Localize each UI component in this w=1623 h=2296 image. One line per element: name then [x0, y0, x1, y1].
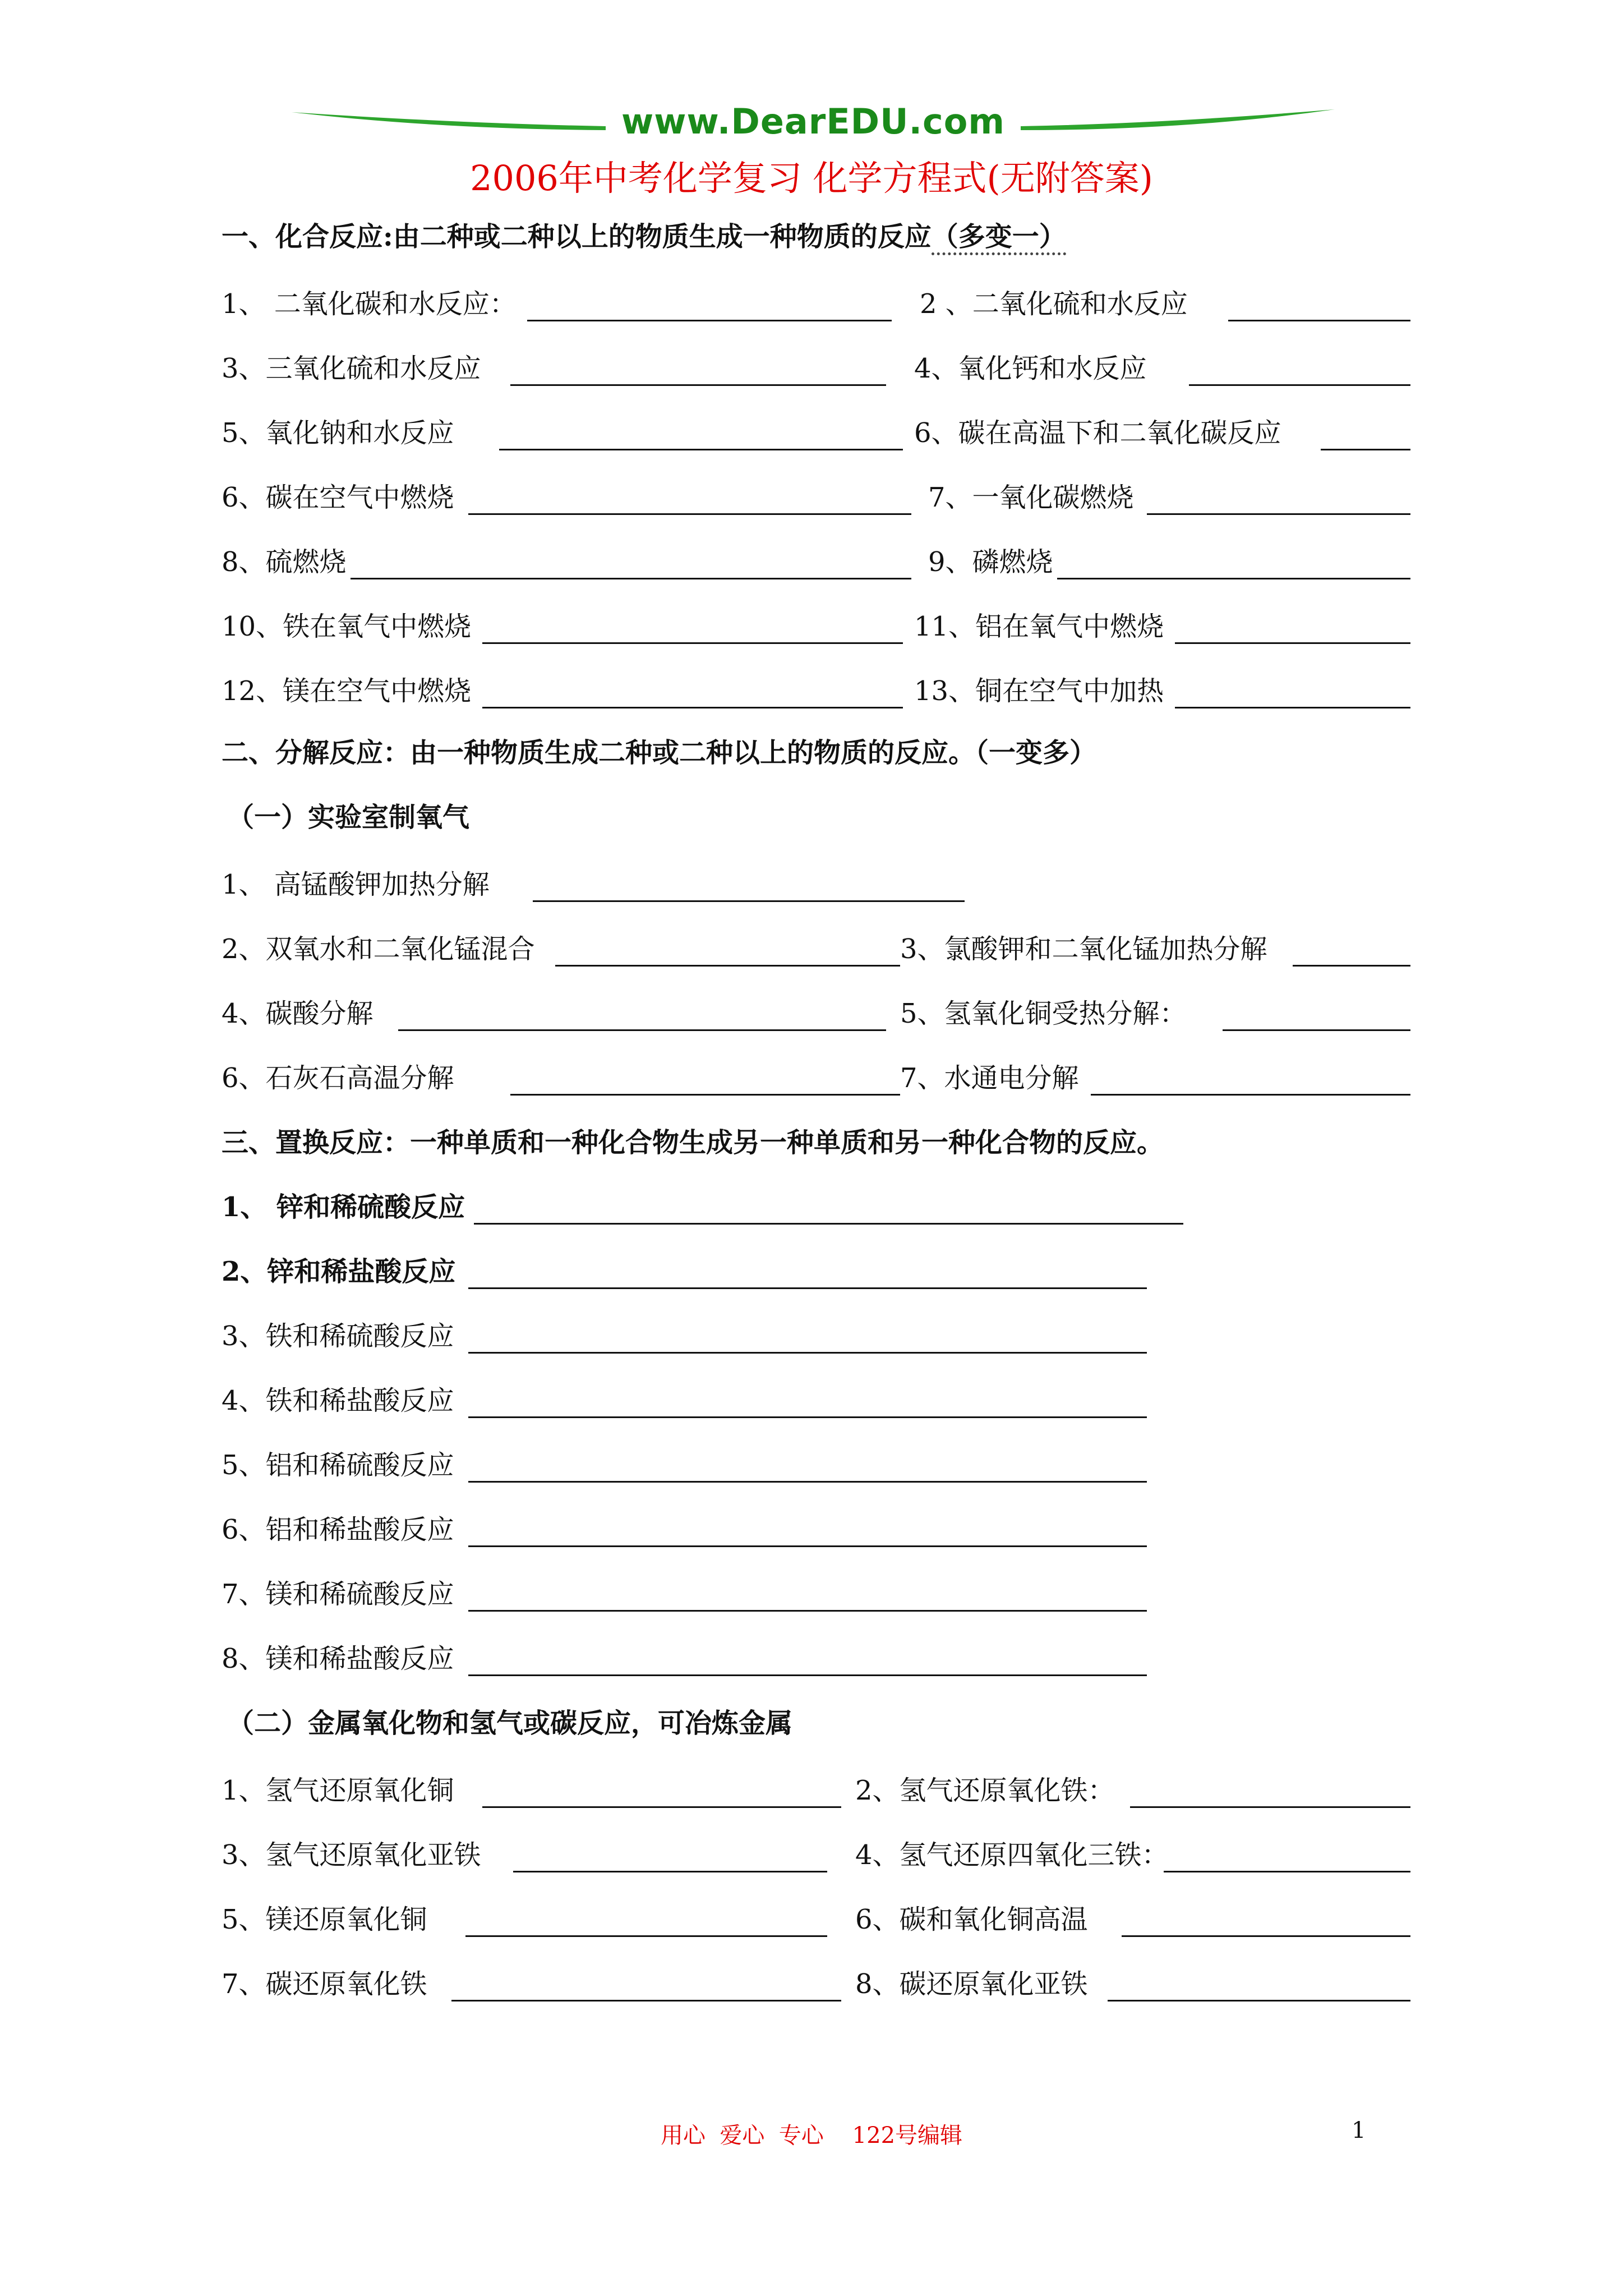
list-item	[222, 480, 1410, 519]
page-title: 2006年中考化学复习 化学方程式(无附答案)	[470, 158, 1153, 199]
question-label: 13、铜在空气中加热	[914, 675, 1164, 707]
list-item	[222, 544, 1410, 583]
answer-line[interactable]	[474, 1223, 1183, 1225]
answer-line[interactable]	[1091, 1094, 1410, 1096]
question-label: 10、铁在氧气中燃烧	[222, 611, 472, 642]
question-label: 2、锌和稀盐酸反应	[222, 1256, 456, 1287]
answer-line[interactable]	[451, 2000, 841, 2001]
answer-line[interactable]	[482, 642, 903, 644]
question-label: 4、碳酸分解	[222, 998, 374, 1029]
answer-line[interactable]	[533, 900, 965, 902]
list-item	[222, 1189, 1203, 1228]
list-item	[222, 286, 1410, 325]
answer-line[interactable]	[1189, 384, 1410, 386]
answer-line[interactable]	[1122, 1935, 1410, 1937]
question-label: 2 、二氧化硫和水反应	[920, 288, 1188, 320]
question-label: 7、碳还原氧化铁	[222, 1968, 427, 2000]
answer-line[interactable]	[468, 1674, 1147, 1676]
list-item	[222, 415, 1410, 454]
subsection-heading-oxygen: （一）实验室制氧气	[227, 802, 470, 833]
question-label: 2、双氧水和二氧化锰混合	[222, 933, 535, 965]
list-item	[222, 1966, 1410, 2005]
list-item	[222, 609, 1410, 648]
answer-line[interactable]	[468, 1610, 1147, 1612]
section-heading-1-tail: （多变一）	[932, 221, 1066, 255]
list-item	[222, 1318, 1203, 1358]
answer-line[interactable]	[1223, 1029, 1410, 1031]
question-label: 7、一氧化碳燃烧	[928, 482, 1134, 513]
answer-line[interactable]	[468, 1287, 1147, 1289]
list-item	[222, 1060, 1410, 1099]
list-item	[222, 931, 1410, 970]
answer-line[interactable]	[510, 384, 886, 386]
question-label: 1、 二氧化碳和水反应：	[222, 288, 517, 320]
section-heading-3: 三、置换反应：一种单质和一种化合物生成另一种单质和另一种化合物的反应。	[222, 1127, 1164, 1158]
question-label: 6、碳和氧化铜高温	[855, 1904, 1088, 1935]
question-label: 6、石灰石高温分解	[222, 1062, 454, 1094]
question-label: 8、碳还原氧化亚铁	[855, 1968, 1088, 2000]
list-item	[222, 351, 1410, 390]
question-label: 8、硫燃烧	[222, 546, 347, 578]
answer-line[interactable]	[1293, 965, 1410, 967]
question-label: 6、碳在空气中燃烧	[222, 482, 454, 513]
question-label: 5、镁还原氧化铜	[222, 1904, 427, 1935]
question-label: 6、铝和稀盐酸反应	[222, 1514, 454, 1545]
answer-line[interactable]	[482, 707, 903, 708]
list-item	[222, 1902, 1410, 1941]
list-item	[222, 996, 1410, 1035]
answer-line[interactable]	[468, 513, 911, 515]
question-label: 7、镁和稀硫酸反应	[222, 1579, 454, 1610]
answer-line[interactable]	[1057, 578, 1410, 579]
list-item	[222, 1447, 1203, 1487]
answer-line[interactable]	[482, 1806, 841, 1808]
question-label: 2、氢气还原氧化铁：	[855, 1775, 1115, 1806]
site-logo	[292, 95, 1335, 157]
question-label: 6、碳在高温下和二氧化碳反应	[914, 417, 1281, 449]
question-label: 5、氢氧化铜受热分解：	[900, 998, 1187, 1029]
question-label: 4、铁和稀盐酸反应	[222, 1385, 454, 1416]
list-item	[222, 1837, 1410, 1876]
question-label: 3、铁和稀硫酸反应	[222, 1320, 454, 1352]
answer-line[interactable]	[1228, 320, 1410, 321]
question-label: 5、铝和稀硫酸反应	[222, 1450, 454, 1481]
answer-line[interactable]	[468, 1352, 1147, 1354]
list-item	[222, 1254, 1203, 1293]
question-label: 8、镁和稀盐酸反应	[222, 1643, 454, 1674]
list-item	[222, 1576, 1203, 1616]
answer-line[interactable]	[351, 578, 911, 579]
list-item	[222, 673, 1410, 712]
section-heading-1-text: 一、化合反应:由二种或二种以上的物质生成一种物质的反应	[222, 221, 932, 252]
answer-line[interactable]	[468, 1416, 1147, 1418]
question-label: 11、铝在氧气中燃烧	[914, 611, 1164, 642]
footer-text: 用心 爱心 专心 122号编辑	[660, 2123, 963, 2148]
question-label: 12、镁在空气中燃烧	[222, 675, 472, 707]
question-label: 1、 锌和稀硫酸反应	[222, 1191, 465, 1223]
answer-line[interactable]	[468, 1545, 1147, 1547]
subsection-heading-metal-oxides: （二）金属氧化物和氢气或碳反应，可冶炼金属	[227, 1708, 793, 1739]
list-item	[222, 1512, 1203, 1551]
answer-line[interactable]	[513, 1871, 827, 1872]
answer-line[interactable]	[1164, 1871, 1410, 1872]
question-label: 3、氢气还原氧化亚铁	[222, 1839, 481, 1871]
answer-line[interactable]	[499, 449, 903, 450]
answer-line[interactable]	[527, 320, 892, 321]
site-url: www.DearEDU.com	[621, 101, 1005, 142]
answer-line[interactable]	[1175, 707, 1410, 708]
answer-line[interactable]	[465, 1935, 827, 1937]
answer-line[interactable]	[1130, 1806, 1410, 1808]
question-label: 1、 高锰酸钾加热分解	[222, 869, 490, 900]
section-heading-1	[222, 219, 1066, 255]
answer-line[interactable]	[1108, 2000, 1410, 2001]
answer-line[interactable]	[1147, 513, 1410, 515]
question-label: 3、三氧化硫和水反应	[222, 353, 481, 384]
page-number: 1	[1352, 2118, 1366, 2143]
question-label: 9、磷燃烧	[928, 546, 1053, 578]
answer-line[interactable]	[1175, 642, 1410, 644]
answer-line[interactable]	[468, 1481, 1147, 1483]
answer-line[interactable]	[1321, 449, 1410, 450]
question-label: 4、氢气还原四氧化三铁：	[855, 1839, 1169, 1871]
question-label: 7、水通电分解	[900, 1062, 1079, 1094]
section-heading-2: 二、分解反应：由一种物质生成二种或二种以上的物质的反应。（一变多）	[222, 737, 1097, 769]
question-label: 1、氢气还原氧化铜	[222, 1775, 454, 1806]
list-item	[222, 867, 1410, 906]
question-label: 4、氧化钙和水反应	[914, 353, 1147, 384]
list-item	[222, 1383, 1203, 1422]
answer-line[interactable]	[510, 1094, 900, 1096]
answer-line[interactable]	[555, 965, 900, 967]
answer-line[interactable]	[398, 1029, 886, 1031]
question-label: 3、氯酸钾和二氧化锰加热分解	[900, 933, 1267, 965]
list-item	[222, 1641, 1203, 1680]
list-item	[222, 1773, 1410, 1812]
question-label: 5、氧化钠和水反应	[222, 417, 454, 449]
